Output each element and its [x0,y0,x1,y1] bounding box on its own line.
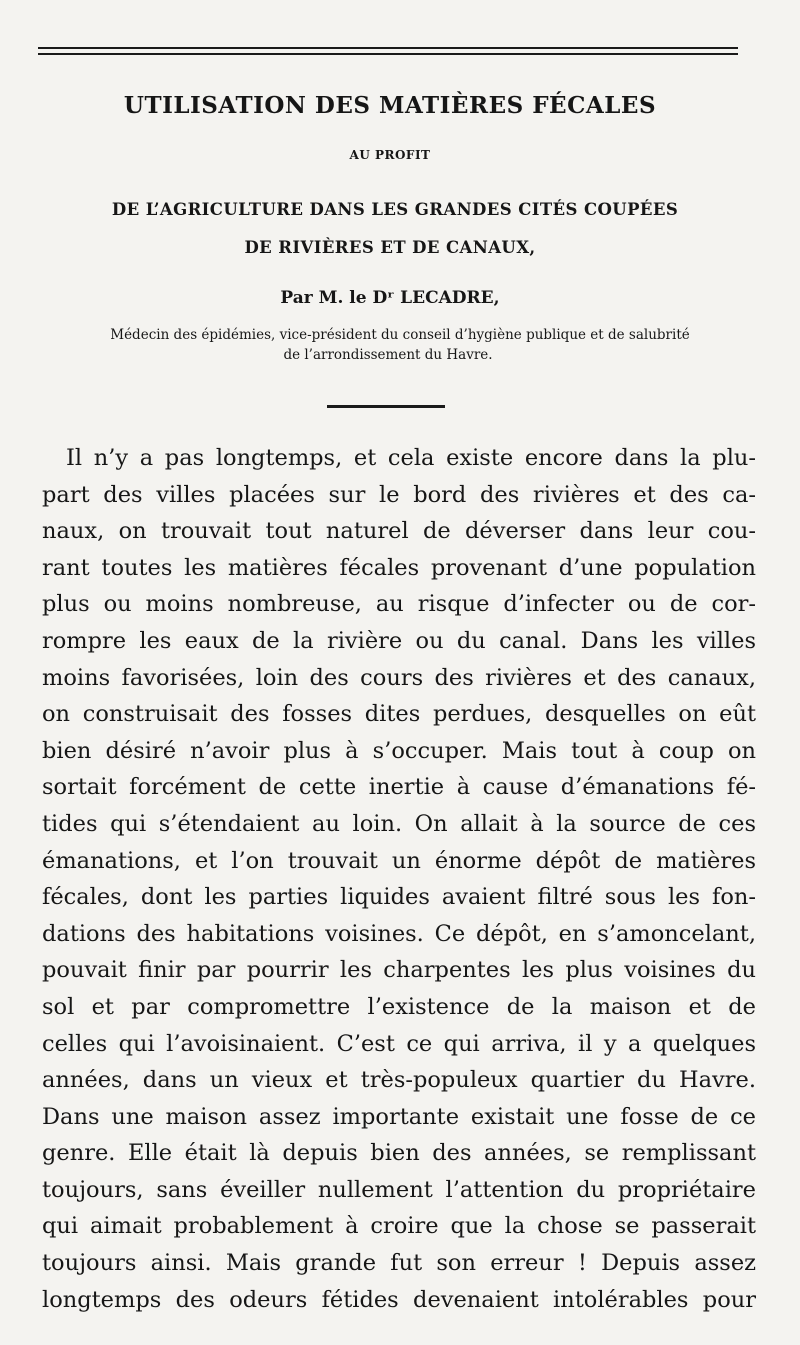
affiliation-line-1: Médecin des épidémies, vice-président du conseil d’hygiène publique et de salubrité [110,327,690,343]
body-line: pouvait finir par pourrir les charpentes les plus voisines du [42,957,756,984]
header-rule-bottom [38,53,738,55]
article-subtitle-small: AU PROFIT [349,148,431,162]
article-title: UTILISATION DES MATIÈRES FÉCALES [123,92,657,119]
body-line: genre. Elle était là depuis bien des années, se remplissant [42,1140,756,1167]
body-line: Dans une maison assez importante existait une fosse de ce [42,1103,756,1130]
body-line: rant toutes les matières fécales provenant d’une population [42,554,756,581]
body-line: moins favorisées, loin des cours des rivières et des canaux, [42,664,756,691]
body-line: plus ou moins nombreuse, au risque d’infecter ou de cor- [42,591,756,618]
body-line: sol et par compromettre l’existence de la maison et de [42,993,756,1020]
body-line: toujours, sans éveiller nullement l’attention du propriétaire [42,1176,756,1203]
header-rule-top [38,47,738,49]
body-line: bien désiré n’avoir plus à s’occuper. Mais tout à coup on [42,737,756,764]
body-line: sortait forcément de cette inertie à cause d’émanations fé- [42,774,756,801]
body-line: années, dans un vieux et très-populeux quartier du Havre. [42,1067,756,1094]
body-line: fécales, dont les parties liquides avaient filtré sous les fon- [42,884,756,911]
body-line: dations des habitations voisines. Ce dépôt, en s’amoncelant, [42,920,756,947]
body-line: qui aimait probablement à croire que la chose se passerait [42,1213,756,1240]
article-subtitle-line-1: DE L’AGRICULTURE DANS LES GRANDES CITÉS COUPÉES [111,200,679,219]
body-line: on construisait des fosses dites perdues, desquelles on eût [42,701,756,728]
body-line: Il n’y a pas longtemps, et cela existe encore dans la plu- [66,445,756,471]
article-subtitle-line-2: DE RIVIÈRES ET DE CANAUX, [244,238,536,257]
body-line: naux, on trouvait tout naturel de déverser dans leur cou- [42,518,756,545]
body-paragraph [42,440,756,1318]
affiliation-line-2: de l’arrondissement du Havre. [283,347,493,363]
body-line: celles qui l’avoisinaient. C’est ce qui arriva, il y a quelques [42,1030,756,1057]
body-line: part des villes placées sur le bord des rivières et des ca- [42,481,756,508]
body-line: émanations, et l’on trouvait un énorme dépôt de matières [42,847,756,874]
body-line: rompre les eaux de la rivière ou du canal. Dans les villes [42,627,756,654]
body-line: tides qui s’étendaient au loin. On allait à la source de ces [42,810,756,837]
body-line: longtemps des odeurs fétides devenaient intolérables pour [42,1286,756,1313]
section-divider [327,405,445,408]
body-line: toujours ainsi. Mais grande fut son erreur ! Depuis assez [42,1250,756,1277]
author-line: Par M. le Dʳ LECADRE, [280,288,500,308]
